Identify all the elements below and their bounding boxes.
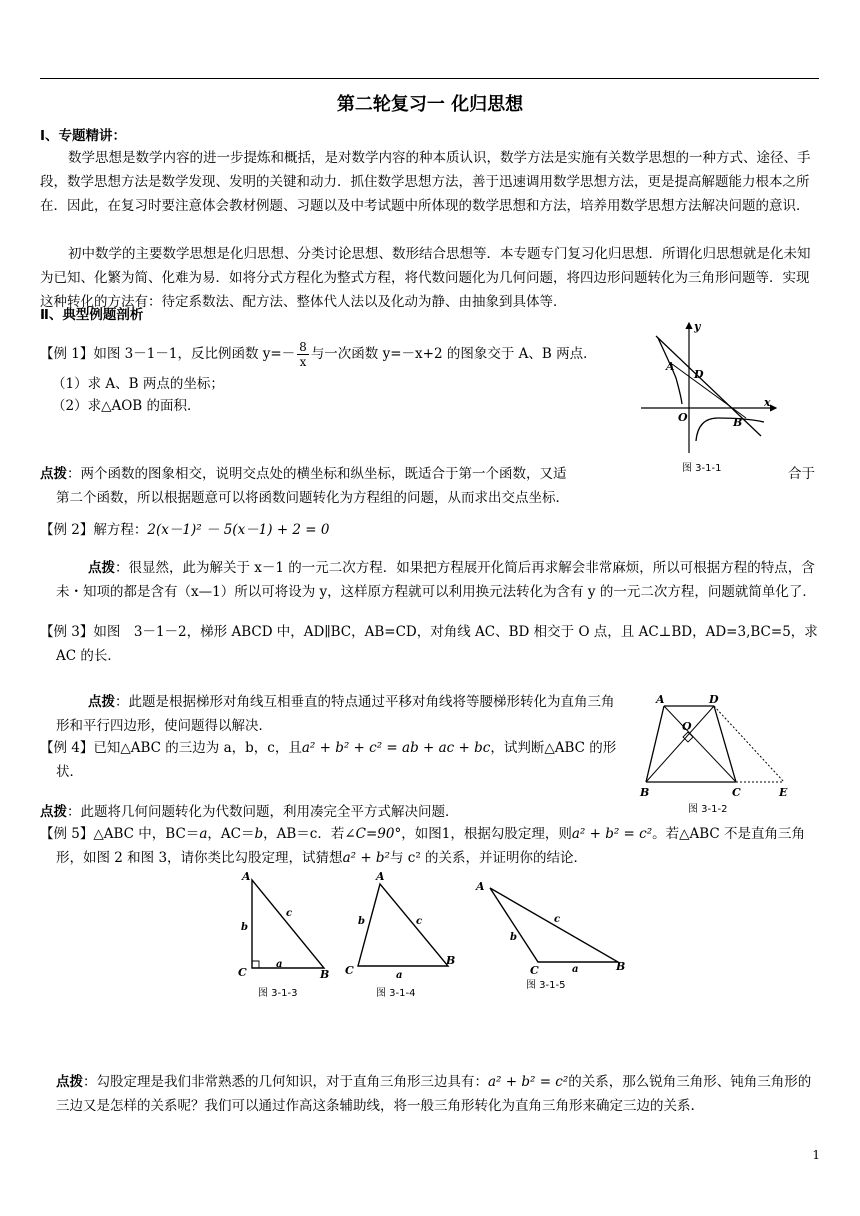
pythagorean-eq: a² + b² = c² [571, 826, 653, 842]
example1-hint-tail: 合于 [788, 466, 815, 482]
var-a: a [199, 826, 208, 842]
hint-equation: a² + b² = c² [488, 1074, 569, 1090]
figure-3-1-3 [228, 866, 344, 1002]
example2-lead: 【例 2】解方程： [40, 522, 148, 538]
side-a: a [276, 959, 283, 970]
figure-caption: 图 3-1-2 [688, 804, 728, 815]
hint-text-a: ：勾股定理是我们非常熟悉的几何知识，对于直角三角形三边具有： [83, 1074, 488, 1090]
header-rule [40, 78, 819, 79]
page-number: 1 [812, 1148, 820, 1162]
section1-paragraph-1: 数学思想是数学内容的进一步提炼和概括，是对数学内容的种本质认识，数学方法是实施有关数学思想的一种方式、途径、手段，数学思想方法是数学发现、发明的关键和动力．抓住数学思想方法，善于迅速调用数学思想方法，更是提高解题能力根本之所在．因此，在复习时要注意体会教材例题、习题以及中考试题中所体现的数学思想和方法，培养用数学思想方法解决问题的意识． [40, 150, 811, 214]
hint-text: ：很显然，此为解关于 x－1 的一元二次方程．如果把方程展开化简后再求解会非常麻烦，所以可根据方程的特点，含未・知项的都是含有（x—1）所以可将设为 y，这样原方程就可以利用换元法转化为含有 y 的一元二次方程，问题就简单化了． [56, 560, 816, 600]
right-triangle [252, 880, 324, 968]
label-d: D [694, 368, 704, 381]
label-c: C [345, 964, 354, 977]
right-angle-mark [683, 732, 693, 742]
hint-label: 点拨 [88, 694, 115, 710]
example4-hint [40, 800, 459, 824]
figure-caption: 图 3-1-5 [526, 980, 566, 991]
label-o: O [682, 720, 692, 733]
right-angle-mark [252, 961, 259, 968]
label-a: A [242, 870, 251, 883]
example2-equation: 2(x－1)² － 5(x－1) + 2 = 0 [147, 522, 330, 538]
linear-function-line [656, 336, 761, 436]
example5-statement [40, 822, 820, 870]
example4-statement [40, 736, 630, 784]
hint-text: ：此题是根据梯形对角线互相垂直的特点通过平移对角线将等腰梯形转化为直角三角形和平行四边形，使问题得以解决． [56, 694, 615, 734]
side-ab [646, 706, 664, 782]
label-a: A [656, 693, 665, 706]
side-a: a [572, 964, 579, 975]
figure-3-1-4 [340, 866, 468, 1002]
example1-question-2: （2）求△AOB 的面积． [52, 398, 201, 414]
fraction-denominator: x [299, 355, 307, 369]
side-b: b [510, 932, 517, 943]
section1-paragraph-2: 初中数学的主要数学思想是化归思想、分类讨论思想、数形结合思想等．本专题专门复习化归思想．所谓化归思想就是化未知为已知、化繁为简、化难为易．如将分式方程化为整式方程，将代数问题化为几何问题，将四边形问题转化为三角形问题等．实现这种转化的方法有：待定系数法、配方法、整体代人法以及化动为静、由抽象到具体等． [40, 246, 811, 310]
label-y: y [694, 320, 701, 333]
hint-text: ：两个函数的图象相交，说明交点处的横坐标和纵坐标，既适合于第一个函数，又适 [67, 466, 567, 482]
example4-tail: ，试判断△ABC 的形状． [56, 740, 617, 780]
label-x: x [764, 396, 771, 409]
label-b: B [616, 960, 626, 973]
label-a: A [376, 870, 385, 883]
example5-tail: 与 c² 的关系，并证明你的结论． [389, 850, 588, 866]
example1-tail: 与一次函数 y=－x+2 的图象交于 A、B 两点． [310, 346, 597, 362]
side-b: b [358, 916, 365, 927]
label-o: O [678, 411, 688, 424]
example5-mid4: 。若△ABC 不是直角三角形，如图 2 和图 3，请你类比勾股定理，试猜想 [56, 826, 806, 866]
sum-of-squares: a² + b² [342, 850, 390, 866]
hint-label: 点拨 [56, 1074, 83, 1090]
hint-label: 点拨 [40, 804, 67, 820]
example1-statement [40, 340, 640, 369]
example5-mid2: ，AB＝c．若 [263, 826, 345, 842]
example1-question-1: （1）求 A、B 两点的坐标； [52, 376, 224, 392]
diagonal-bd [646, 706, 714, 782]
example4-lead: 【例 4】已知△ABC 的三边为 a，b，c，且 [40, 740, 302, 756]
acute-triangle [358, 884, 448, 966]
segment-ab [672, 364, 746, 418]
label-c: C [530, 964, 539, 977]
hint-text: ：此题将几何问题转化为代数问题，利用凑完全平方式解决问题． [67, 804, 459, 820]
var-b: b [254, 826, 264, 842]
label-b: B [320, 968, 330, 981]
example3-hint [56, 690, 626, 738]
fraction-numerator: 8 [299, 340, 307, 354]
example5-lead: 【例 5】△ABC 中，BC＝ [40, 826, 200, 842]
angle-c: ∠C=90° [344, 826, 402, 842]
hint-label: 点拨 [88, 560, 115, 576]
section1-heading: Ⅰ、专题精讲： [40, 128, 127, 144]
example5-mid3: ，如图1，根据勾股定理，则 [401, 826, 572, 842]
example5-hint [56, 1070, 820, 1118]
label-a: A [666, 360, 675, 373]
label-a: A [476, 880, 485, 893]
example4-equation: a² + b² + c² = ab + ac + bc [301, 740, 491, 756]
side-b: b [241, 922, 248, 933]
hint-label: 点拨 [40, 466, 67, 482]
side-a: a [396, 970, 403, 981]
example5-mid1: ，AC＝ [207, 826, 255, 842]
figure-caption: 图 3-1-3 [258, 988, 298, 999]
example1-hint-line2: 第二个函数，所以根据题意可以将函数问题转化为方程组的问题，从而求出交点坐标． [56, 490, 569, 506]
side-c: c [554, 914, 561, 925]
example3-statement: 【例 3】如图 3－1－2，梯形 ABCD 中，AD∥BC，AB=CD，对角线 AC、BD 相交于 O 点，且 AC⊥BD，AD=3,BC=5，求 AC 的长． [40, 624, 818, 664]
figure-3-1-2 [636, 690, 796, 818]
label-b: B [446, 954, 456, 967]
label-c: C [732, 786, 741, 799]
label-b: B [640, 786, 650, 799]
figure-caption: 图 3-1-4 [376, 988, 416, 999]
figure-3-1-5 [472, 870, 636, 998]
label-c: C [238, 966, 247, 979]
side-c: c [416, 916, 423, 927]
page-title: 第二轮复习一 化归思想 [336, 94, 524, 115]
hint-text-b: 的关系，那么锐角三角形、钝角三角形的三边又是怎样的关系呢？我们可以通过作高这条辅助线，将一般三角形转化为直角三角形来确定三边的关系. [56, 1074, 812, 1114]
label-b: B [733, 416, 743, 429]
example2-hint [56, 556, 820, 604]
label-e: E [779, 786, 788, 799]
label-d: D [709, 693, 719, 706]
example1-lead: 【例 1】如图 3－1－1，反比例函数 y=－ [40, 346, 296, 362]
figure-caption: 图 3-1-1 [682, 463, 722, 474]
side-c: c [286, 908, 293, 919]
figure-3-1-1 [636, 318, 786, 478]
example1-fraction [297, 340, 309, 369]
example1-hint-line1 [40, 462, 640, 486]
obtuse-triangle [490, 888, 618, 962]
section2-heading: Ⅱ、典型例题剖析 [40, 307, 144, 323]
example2-statement [40, 518, 330, 542]
